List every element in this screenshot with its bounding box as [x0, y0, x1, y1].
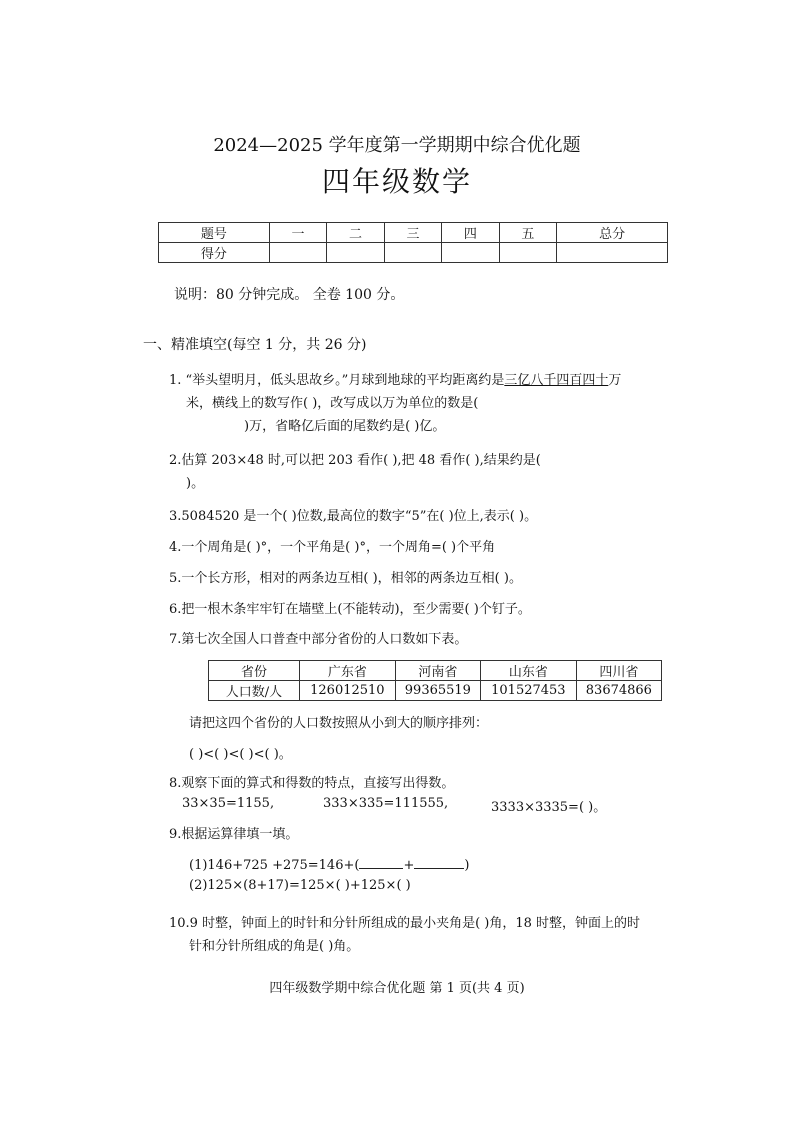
page-footer: 四年级数学期中综合优化题 第 1 页(共 4 页) — [269, 981, 525, 996]
score-cell-total: 总分 — [557, 223, 668, 243]
score-blank — [442, 243, 499, 263]
score-cell-3: 三 — [384, 223, 441, 243]
q9-part1-text: (1)146+725 +275=146+( — [189, 858, 360, 873]
population-header: 四川省 — [576, 661, 661, 681]
q9-close-paren: ) — [464, 858, 470, 873]
score-cell-2: 二 — [327, 223, 384, 243]
q7-instruction: 请把这四个省份的人口数按照从小到大的顺序排列： — [189, 716, 489, 731]
q2-line1: 2.估算 203×48 时,可以把 203 看作( ),把 48 看作( ),结果约是( — [169, 453, 541, 468]
q8-expr3: 3333×3335=( )。 — [491, 800, 607, 815]
q8-expr2: 333×335=111555, — [323, 796, 449, 811]
q6: 6.把一根木条牢牢钉在墙壁上(不能转动)，至少需要( )个钉子。 — [169, 602, 531, 617]
score-blank — [384, 243, 441, 263]
q3: 3.5084520 是一个( )位数,最高位的数字“5”在( )位上,表示( )。 — [169, 509, 538, 524]
section1-heading: 一、精准填空(每空 1 分，共 26 分) — [143, 337, 367, 353]
population-value: 126012510 — [300, 681, 396, 701]
q2-line2: )。 — [186, 476, 205, 491]
score-cell-label: 题号 — [159, 223, 270, 243]
q1-text-b: 万 — [608, 373, 622, 388]
q9-plus: + — [403, 858, 415, 873]
population-value: 83674866 — [576, 681, 661, 701]
score-table-score-row — [159, 243, 668, 263]
q8-expr1: 33×35=1155, — [182, 796, 275, 811]
population-header: 山东省 — [480, 661, 576, 681]
q7-order: ( )<( )<( )<( )。 — [189, 747, 292, 762]
q8-stem: 8.观察下面的算式和得数的特点，直接写出得数。 — [169, 776, 455, 791]
score-blank — [557, 243, 668, 263]
q9-part1 — [189, 854, 469, 873]
exam-subtitle: 四年级数学 — [321, 165, 472, 198]
score-blank — [499, 243, 556, 263]
q1-line2: 米，横线上的数写作( )，改写成以万为单位的数是( — [186, 396, 479, 411]
score-table-header-row — [159, 223, 668, 243]
population-value: 101527453 — [480, 681, 576, 701]
score-row-label: 得分 — [159, 243, 270, 263]
q5: 5.一个长方形，相对的两条边互相( )，相邻的两条边互相( )。 — [169, 571, 522, 586]
q4: 4.一个周角是( )°，一个平角是( )°，一个周角=( )个平角 — [169, 540, 496, 555]
score-cell-5: 五 — [499, 223, 556, 243]
population-row-label: 人口数/人 — [209, 681, 300, 701]
q10-line1: 10.9 时整，钟面上的时针和分针所组成的最小夹角是( )角，18 时整，钟面上的时 — [169, 916, 641, 931]
score-blank — [269, 243, 326, 263]
q7-stem: 7.第七次全国人口普查中部分省份的人口数如下表。 — [169, 632, 468, 647]
score-cell-4: 四 — [442, 223, 499, 243]
q9-blank — [359, 854, 403, 869]
q9-blank — [414, 854, 464, 869]
population-header: 省份 — [209, 661, 300, 681]
q9-part2: (2)125×(8+17)=125×( )+125×( ) — [189, 878, 411, 893]
population-header: 河南省 — [395, 661, 480, 681]
score-table — [158, 222, 668, 263]
population-value: 99365519 — [395, 681, 480, 701]
q1-line3: )万，省略亿后面的尾数约是( )亿。 — [244, 419, 446, 434]
q10-line2: 针和分针所组成的角是( )角。 — [189, 939, 360, 954]
exam-title: 2024—2025 学年度第一学期期中综合优化题 — [213, 135, 581, 156]
exam-note: 说明：80 分钟完成。 全卷 100 分。 — [174, 287, 405, 303]
population-header-row — [209, 661, 662, 681]
q9-stem: 9.根据运算律填一填。 — [169, 827, 299, 842]
q1-line1 — [169, 369, 621, 388]
population-header: 广东省 — [300, 661, 396, 681]
score-blank — [327, 243, 384, 263]
population-table — [208, 660, 662, 701]
population-value-row — [209, 681, 662, 701]
q1-text-a: 1. “举头望明月，低头思故乡。”月球到地球的平均距离约是 — [169, 373, 505, 388]
score-cell-1: 一 — [269, 223, 326, 243]
q1-underlined-number: 三亿八千四百四十 — [504, 373, 609, 388]
